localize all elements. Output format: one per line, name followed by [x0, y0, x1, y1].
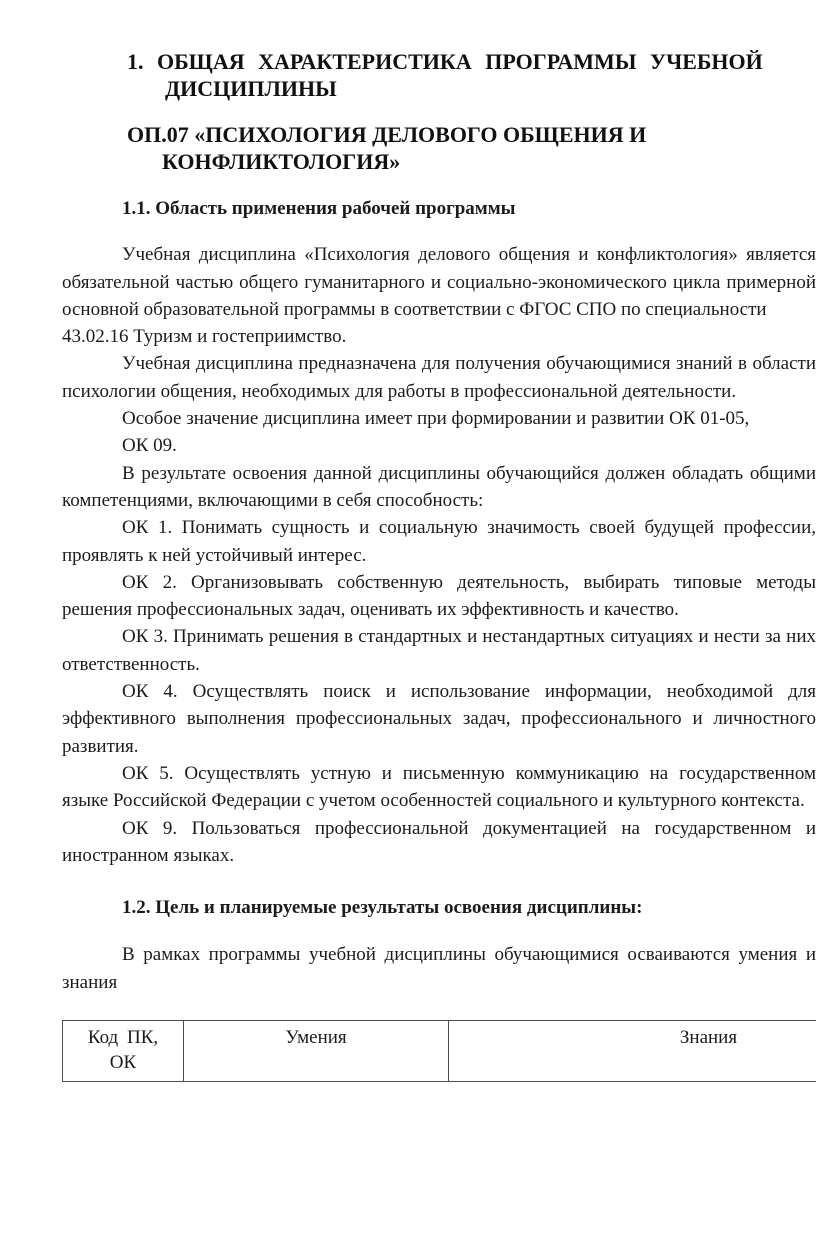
paragraph-intro-results: В рамках программы учебной дисциплины обучающимися осваиваются умения и знания [62, 941, 816, 996]
competency-table-header-row [63, 1021, 816, 1082]
course-heading [62, 121, 816, 175]
table-header-code-line2: ОК [110, 1052, 136, 1073]
paragraph-ok1: ОК 1. Понимать сущность и социальную значимость своей будущей профессии, проявлять к ней устойчивый интерес. [62, 514, 816, 569]
table-header-knowledge: Знания [449, 1021, 816, 1082]
paragraph-ok3: ОК 3. Принимать решения в стандартных и нестандартных ситуациях и нести за них ответственность. [62, 623, 816, 678]
document-content [62, 48, 816, 1082]
chapter-heading-line1: 1. ОБЩАЯ ХАРАКТЕРИСТИКА ПРОГРАММЫ УЧЕБНОЙ [62, 48, 816, 75]
course-heading-line1: ОП.07 «ПСИХОЛОГИЯ ДЕЛОВОГО ОБЩЕНИЯ И [62, 121, 816, 148]
paragraph-scope: Учебная дисциплина «Психология делового общения и конфликтология» является обязательной частью общего гуманитарного и социально-экономического цикла примерной основной образовательной программы в соответствии с ФГОС СПО по специальности [62, 241, 816, 323]
paragraph-result: В результате освоения данной дисциплины обучающийся должен обладать общими компетенциями, включающими в себя способность: [62, 460, 816, 515]
table-header-code [63, 1021, 184, 1082]
paragraph-ok4: ОК 4. Осуществлять поиск и использование информации, необходимой для эффективного выполнения профессиональных задач, профессионального и личностного развития. [62, 678, 816, 760]
paragraph-ok5: ОК 5. Осуществлять устную и письменную коммуникацию на государственном языке Российской Федерации с учетом особенностей социального и культурного контекста. [62, 760, 816, 815]
competency-table [62, 1020, 816, 1082]
section-1-1-title: 1.1. Область применения рабочей программы [62, 195, 816, 222]
paragraph-ok2: ОК 2. Организовывать собственную деятельность, выбирать типовые методы решения профессиональных задач, оценивать их эффективность и качество. [62, 569, 816, 624]
paragraph-special-value [122, 405, 816, 460]
table-header-skills: Умения [184, 1021, 449, 1082]
chapter-heading-line2: ДИСЦИПЛИНЫ [62, 75, 816, 102]
paragraph-special-value-line1: Особое значение дисциплина имеет при формировании и развитии ОК 01-05, [122, 408, 749, 429]
paragraph-ok9: ОК 9. Пользоваться профессиональной документацией на государственном и иностранном языках. [62, 815, 816, 870]
chapter-heading [62, 48, 816, 102]
document-page [0, 48, 816, 1243]
table-header-code-line1: Код ПК, [88, 1027, 158, 1048]
paragraph-special-value-line2: ОК 09. [122, 435, 177, 456]
paragraph-purpose: Учебная дисциплина предназначена для получения обучающимися знаний в области психологии общения, необходимых для работы в профессиональной деятельности. [62, 350, 816, 405]
paragraph-specialty: 43.02.16 Туризм и гостеприимство. [62, 323, 816, 350]
section-1-2-title: 1.2. Цель и планируемые результаты освоения дисциплины: [62, 894, 816, 921]
course-heading-line2: КОНФЛИКТОЛОГИЯ» [62, 148, 816, 175]
